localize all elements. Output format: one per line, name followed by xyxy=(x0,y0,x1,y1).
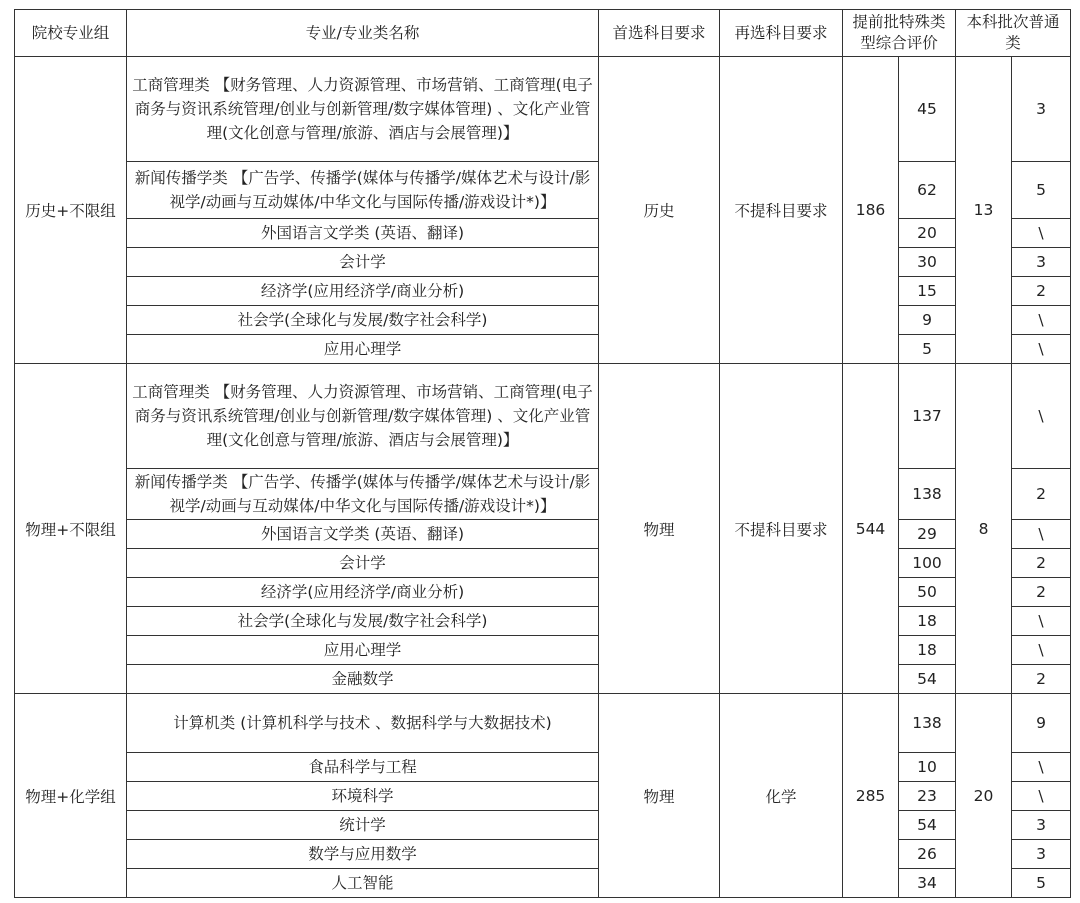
major-cell: 工商管理类 【财务管理、人力资源管理、市场营销、工商管理(电子商务与资讯系统管理/创业与创新管理/数字媒体管理) 、文化产业管理(文化创意与管理/旅游、酒店与会展管理)】 xyxy=(127,57,599,162)
table-row xyxy=(15,694,1071,753)
early-count-cell: 62 xyxy=(899,162,956,219)
group-name-cell: 物理+化学组 xyxy=(15,694,127,898)
table-row xyxy=(15,248,1071,277)
first-subject-cell: 历史 xyxy=(599,57,720,364)
early-total-cell: 544 xyxy=(843,364,899,694)
major-cell: 环境科学 xyxy=(127,782,599,811)
major-cell: 外国语言文学类 (英语、翻译) xyxy=(127,520,599,549)
table-row xyxy=(15,578,1071,607)
early-count-cell: 10 xyxy=(899,753,956,782)
first-subject-cell: 物理 xyxy=(599,364,720,694)
regular-count-cell: \ xyxy=(1012,520,1071,549)
early-count-cell: 18 xyxy=(899,636,956,665)
regular-count-cell: \ xyxy=(1012,306,1071,335)
regular-count-cell: 2 xyxy=(1012,277,1071,306)
regular-count-cell: 5 xyxy=(1012,869,1071,898)
early-count-cell: 45 xyxy=(899,57,956,162)
regular-count-cell: \ xyxy=(1012,636,1071,665)
early-count-cell: 50 xyxy=(899,578,956,607)
regular-count-cell: 5 xyxy=(1012,162,1071,219)
regular-count-cell: \ xyxy=(1012,782,1071,811)
table-row xyxy=(15,277,1071,306)
table-row xyxy=(15,607,1071,636)
regular-count-cell: 9 xyxy=(1012,694,1071,753)
regular-total-cell: 20 xyxy=(956,694,1012,898)
regular-count-cell: 2 xyxy=(1012,578,1071,607)
major-cell: 工商管理类 【财务管理、人力资源管理、市场营销、工商管理(电子商务与资讯系统管理/创业与创新管理/数字媒体管理) 、文化产业管理(文化创意与管理/旅游、酒店与会展管理)】 xyxy=(127,364,599,469)
table-row xyxy=(15,753,1071,782)
table-row xyxy=(15,549,1071,578)
major-cell: 计算机类 (计算机科学与技术 、数据科学与大数据技术) xyxy=(127,694,599,753)
regular-count-cell: \ xyxy=(1012,753,1071,782)
early-count-cell: 20 xyxy=(899,219,956,248)
regular-count-cell: 3 xyxy=(1012,811,1071,840)
header-major: 专业/专业类名称 xyxy=(127,10,599,57)
major-cell: 新闻传播学类 【广告学、传播学(媒体与传播学/媒体艺术与设计/影视学/动画与互动媒体/中华文化与国际传播/游戏设计*)】 xyxy=(127,162,599,219)
regular-count-cell: \ xyxy=(1012,364,1071,469)
header-group: 院校专业组 xyxy=(15,10,127,57)
regular-count-cell: 3 xyxy=(1012,57,1071,162)
table-row xyxy=(15,811,1071,840)
early-count-cell: 137 xyxy=(899,364,956,469)
table-row xyxy=(15,469,1071,520)
second-subject-cell: 化学 xyxy=(720,694,843,898)
regular-count-cell: 2 xyxy=(1012,665,1071,694)
table-row xyxy=(15,306,1071,335)
table-row xyxy=(15,335,1071,364)
early-count-cell: 30 xyxy=(899,248,956,277)
major-cell: 会计学 xyxy=(127,248,599,277)
early-count-cell: 23 xyxy=(899,782,956,811)
table-row xyxy=(15,520,1071,549)
early-count-cell: 100 xyxy=(899,549,956,578)
major-cell: 应用心理学 xyxy=(127,636,599,665)
major-cell: 新闻传播学类 【广告学、传播学(媒体与传播学/媒体艺术与设计/影视学/动画与互动媒体/中华文化与国际传播/游戏设计*)】 xyxy=(127,469,599,520)
major-cell: 社会学(全球化与发展/数字社会科学) xyxy=(127,306,599,335)
regular-total-cell: 8 xyxy=(956,364,1012,694)
major-cell: 经济学(应用经济学/商业分析) xyxy=(127,277,599,306)
major-cell: 人工智能 xyxy=(127,869,599,898)
regular-count-cell: \ xyxy=(1012,335,1071,364)
regular-count-cell: 2 xyxy=(1012,469,1071,520)
header-first-subject: 首选科目要求 xyxy=(599,10,720,57)
table-body xyxy=(15,57,1071,898)
table-row xyxy=(15,840,1071,869)
early-count-cell: 9 xyxy=(899,306,956,335)
early-count-cell: 54 xyxy=(899,811,956,840)
major-cell: 会计学 xyxy=(127,549,599,578)
second-subject-cell: 不提科目要求 xyxy=(720,57,843,364)
regular-count-cell: 3 xyxy=(1012,248,1071,277)
header-regular-batch: 本科批次普通类 xyxy=(956,10,1071,57)
regular-count-cell: \ xyxy=(1012,219,1071,248)
table-row xyxy=(15,57,1071,162)
table-row xyxy=(15,219,1071,248)
early-count-cell: 138 xyxy=(899,469,956,520)
table-row xyxy=(15,869,1071,898)
major-cell: 数学与应用数学 xyxy=(127,840,599,869)
group-name-cell: 历史+不限组 xyxy=(15,57,127,364)
table-row xyxy=(15,782,1071,811)
early-count-cell: 34 xyxy=(899,869,956,898)
major-cell: 食品科学与工程 xyxy=(127,753,599,782)
major-cell: 金融数学 xyxy=(127,665,599,694)
header-second-subject: 再选科目要求 xyxy=(720,10,843,57)
admission-plan-table xyxy=(14,9,1071,898)
regular-count-cell: \ xyxy=(1012,607,1071,636)
header-early-batch: 提前批特殊类型综合评价 xyxy=(843,10,956,57)
early-count-cell: 5 xyxy=(899,335,956,364)
major-cell: 外国语言文学类 (英语、翻译) xyxy=(127,219,599,248)
table-row xyxy=(15,665,1071,694)
regular-total-cell: 13 xyxy=(956,57,1012,364)
major-cell: 应用心理学 xyxy=(127,335,599,364)
major-cell: 社会学(全球化与发展/数字社会科学) xyxy=(127,607,599,636)
early-count-cell: 26 xyxy=(899,840,956,869)
early-count-cell: 15 xyxy=(899,277,956,306)
major-cell: 统计学 xyxy=(127,811,599,840)
early-count-cell: 18 xyxy=(899,607,956,636)
group-name-cell: 物理+不限组 xyxy=(15,364,127,694)
regular-count-cell: 2 xyxy=(1012,549,1071,578)
early-total-cell: 186 xyxy=(843,57,899,364)
table-row xyxy=(15,636,1071,665)
first-subject-cell: 物理 xyxy=(599,694,720,898)
early-count-cell: 29 xyxy=(899,520,956,549)
regular-count-cell: 3 xyxy=(1012,840,1071,869)
early-count-cell: 54 xyxy=(899,665,956,694)
early-count-cell: 138 xyxy=(899,694,956,753)
header-row xyxy=(15,10,1071,57)
second-subject-cell: 不提科目要求 xyxy=(720,364,843,694)
admission-plan-sheet xyxy=(14,9,1070,893)
table-row xyxy=(15,162,1071,219)
table-row xyxy=(15,364,1071,469)
major-cell: 经济学(应用经济学/商业分析) xyxy=(127,578,599,607)
early-total-cell: 285 xyxy=(843,694,899,898)
